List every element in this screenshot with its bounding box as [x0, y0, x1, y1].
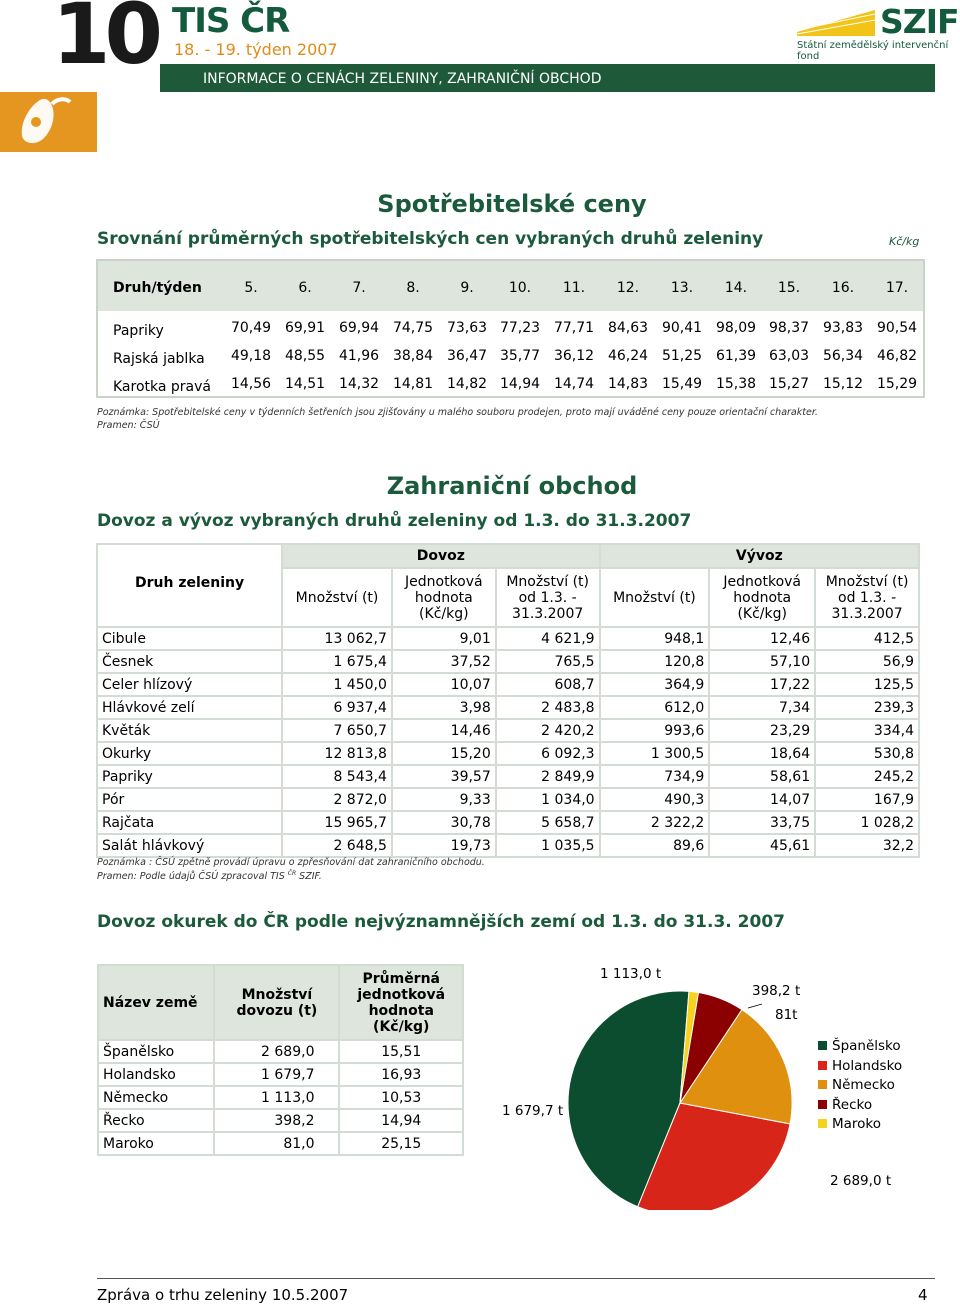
trade-cell-exp-qty: 1 300,5 [600, 742, 710, 765]
price-cell: 14,82 [446, 376, 488, 392]
szif-logo-icon [797, 8, 875, 40]
trade-cell-exp-period: 412,5 [815, 627, 919, 650]
legend-item [818, 1097, 872, 1113]
week-header: 10. [508, 280, 532, 296]
country-header: Název země [98, 965, 214, 1040]
trade-cell-imp-period: 5 658,7 [496, 811, 600, 834]
trade-cell-exp-qty: 948,1 [600, 627, 710, 650]
week-header: 16. [831, 280, 855, 296]
trade-cell-exp-qty: 490,3 [600, 788, 710, 811]
table-row [97, 696, 919, 719]
trade-source: Pramen: Podle údajů ČSÚ zpracoval TIS $^{ČR}$ SZIF. [97, 870, 322, 883]
trade-cell-exp-val: 17,22 [709, 673, 815, 696]
trade-note: Poznámka : ČSÚ zpětně provádí úpravu o zpřesňování dat zahraničního obchodu. [97, 857, 485, 868]
qty-header: Množství dovozu (t) [214, 965, 339, 1040]
pie-data-label: 1 113,0 t [600, 966, 662, 982]
unit-label: Kč/kg [889, 235, 920, 248]
export-qty-header: Množství (t) [600, 568, 710, 627]
import-header: Dovoz [282, 544, 599, 568]
price-cell: 93,83 [822, 320, 864, 336]
legend-label: Řecko [832, 1096, 873, 1113]
import-period-header: Množství (t) od 1.3. - 31.3.2007 [496, 568, 600, 627]
pie-data-label: 2 689,0 t [830, 1173, 892, 1189]
price-cell: 69,91 [284, 320, 326, 336]
price-cell: 77,23 [499, 320, 541, 336]
trade-cell-exp-period: 32,2 [815, 834, 919, 857]
trade-cell-exp-val: 57,10 [709, 650, 815, 673]
trade-cell-exp-qty: 2 322,2 [600, 811, 710, 834]
price-cell: 46,82 [876, 348, 918, 364]
trade-cell-imp-qty: 12 813,8 [282, 742, 392, 765]
week-header: 9. [460, 280, 474, 296]
price-cell: 46,24 [607, 348, 649, 364]
cucumber-qty: 398,2 [214, 1109, 339, 1132]
price-cell: 56,34 [822, 348, 864, 364]
price-cell: 90,41 [661, 320, 703, 336]
legend-item [818, 1038, 901, 1054]
legend-item [818, 1116, 881, 1132]
price-cell: 14,56 [230, 376, 272, 392]
vegetable-name: Květák [97, 719, 282, 742]
export-value-header: Jednotková hodnota (Kč/kg) [709, 568, 815, 627]
table-row [97, 834, 919, 857]
cucumber-title: Dovoz okurek do ČR podle nejvýznamnějších zemí od 1.3. do 31.3. 2007 [97, 912, 785, 932]
trade-cell-imp-val: 3,98 [392, 696, 496, 719]
vegetable-name: Cibule [97, 627, 282, 650]
trade-cell-exp-period: 530,8 [815, 742, 919, 765]
import-value-header: Jednotková hodnota (Kč/kg) [392, 568, 496, 627]
cucumber-qty: 2 689,0 [214, 1040, 339, 1063]
cucumber-value: 10,53 [339, 1086, 463, 1109]
legend-swatch [818, 1061, 827, 1070]
pie-data-label: 1 679,7 t [502, 1103, 564, 1119]
brand-title: TIS ČR [172, 1, 290, 41]
cucumber-value: 15,51 [339, 1040, 463, 1063]
trade-cell-exp-qty: 89,6 [600, 834, 710, 857]
table-row [97, 742, 919, 765]
vegetable-name: Česnek [97, 650, 282, 673]
legend-swatch [818, 1041, 827, 1050]
price-cell: 15,27 [768, 376, 810, 392]
cucumber-country: Řecko [98, 1109, 214, 1132]
price-cell: 49,18 [230, 348, 272, 364]
price-cell: 14,94 [499, 376, 541, 392]
trade-title: Zahraniční obchod [386, 472, 638, 500]
legend-label: Maroko [832, 1116, 882, 1132]
trade-cell-exp-period: 56,9 [815, 650, 919, 673]
price-cell: 14,81 [392, 376, 434, 392]
legend-swatch [818, 1119, 827, 1128]
week-header: 11. [562, 280, 586, 296]
vegetable-name: Papriky [97, 765, 282, 788]
consumer-source: Pramen: ČSÚ [97, 420, 160, 431]
consumer-note: Poznámka: Spotřebitelské ceny v týdenních šetřeních jsou zjišťovány u malého souboru prodejen, proto mají uváděné ceny pouze orientační charakter. [97, 407, 818, 418]
trade-cell-imp-qty: 1 675,4 [282, 650, 392, 673]
week-header: 14. [724, 280, 748, 296]
footer-text: Zpráva o trhu zeleniny 10.5.2007 [97, 1286, 349, 1304]
trade-cell-imp-val: 39,57 [392, 765, 496, 788]
trade-cell-exp-qty: 364,9 [600, 673, 710, 696]
trade-cell-exp-period: 125,5 [815, 673, 919, 696]
week-header: 6. [298, 280, 312, 296]
vegetable-name: Rajčata [97, 811, 282, 834]
page-number: 4 [918, 1286, 928, 1304]
trade-cell-imp-qty: 7 650,7 [282, 719, 392, 742]
trade-cell-imp-val: 37,52 [392, 650, 496, 673]
cucumber-country: Německo [98, 1086, 214, 1109]
trade-cell-imp-period: 2 483,8 [496, 696, 600, 719]
trade-cell-imp-period: 608,7 [496, 673, 600, 696]
week-label: 18. - 19. týden 2007 [174, 40, 338, 59]
table-row [97, 673, 919, 696]
cucumber-qty: 1 679,7 [214, 1063, 339, 1086]
cucumber-value: 16,93 [339, 1063, 463, 1086]
pie-data-label: 81t [775, 1007, 798, 1023]
price-cell: 41,96 [338, 348, 380, 364]
trade-cell-exp-val: 14,07 [709, 788, 815, 811]
table-row [97, 788, 919, 811]
export-header: Vývoz [600, 544, 919, 568]
trade-cell-exp-val: 58,61 [709, 765, 815, 788]
trade-cell-exp-period: 334,4 [815, 719, 919, 742]
week-header-label: Druh/týden [113, 280, 202, 296]
trade-cell-imp-val: 30,78 [392, 811, 496, 834]
trade-cell-imp-period: 765,5 [496, 650, 600, 673]
table-row [97, 719, 919, 742]
legend-label: Španělsko [832, 1038, 901, 1054]
import-qty-header: Množství (t) [282, 568, 392, 627]
trade-cell-imp-val: 9,33 [392, 788, 496, 811]
trade-subtitle: Dovoz a vývoz vybraných druhů zeleniny od 1.3. do 31.3.2007 [97, 511, 692, 531]
trade-cell-exp-val: 23,29 [709, 719, 815, 742]
trade-cell-imp-qty: 6 937,4 [282, 696, 392, 719]
footer-divider [97, 1278, 935, 1279]
price-cell: 84,63 [607, 320, 649, 336]
price-cell: 35,77 [499, 348, 541, 364]
trade-table [96, 543, 920, 858]
trade-cell-imp-val: 9,01 [392, 627, 496, 650]
vegetable-name: Pór [97, 788, 282, 811]
price-cell: 15,12 [822, 376, 864, 392]
week-header: 17. [885, 280, 909, 296]
price-cell: 14,74 [553, 376, 595, 392]
vegetable-name: Karotka pravá [113, 379, 211, 395]
price-cell: 36,12 [553, 348, 595, 364]
trade-cell-imp-qty: 13 062,7 [282, 627, 392, 650]
week-header: 15. [777, 280, 801, 296]
legend-item [818, 1077, 895, 1093]
price-cell: 14,51 [284, 376, 326, 392]
pie-leader-line [748, 1004, 762, 1008]
cucumber-country: Španělsko [98, 1040, 214, 1063]
week-header: 12. [616, 280, 640, 296]
table-row [98, 1063, 463, 1086]
trade-cell-imp-period: 1 035,5 [496, 834, 600, 857]
value-header: Průměrná jednotková hodnota (Kč/kg) [339, 965, 463, 1040]
pepper-logo-icon [0, 92, 97, 152]
table-row [98, 1132, 463, 1155]
trade-cell-exp-val: 45,61 [709, 834, 815, 857]
vegetable-name: Hlávkové zelí [97, 696, 282, 719]
price-cell: 70,49 [230, 320, 272, 336]
price-cell: 61,39 [715, 348, 757, 364]
trade-cell-imp-period: 1 034,0 [496, 788, 600, 811]
trade-cell-exp-period: 245,2 [815, 765, 919, 788]
table-row [98, 1109, 463, 1132]
week-header: 7. [352, 280, 366, 296]
week-header: 5. [244, 280, 258, 296]
price-cell: 48,55 [284, 348, 326, 364]
trade-cell-imp-period: 6 092,3 [496, 742, 600, 765]
cucumber-country: Maroko [98, 1132, 214, 1155]
legend-label: Holandsko [832, 1057, 903, 1074]
trade-cell-imp-val: 10,07 [392, 673, 496, 696]
trade-cell-imp-qty: 15 965,7 [282, 811, 392, 834]
vegetable-name: Papriky [113, 323, 164, 339]
consumer-subtitle: Srovnání průměrných spotřebitelských cen vybraných druhů zeleniny [97, 229, 764, 249]
legend-label: Německo [832, 1077, 895, 1093]
price-cell: 63,03 [768, 348, 810, 364]
table-row [97, 650, 919, 673]
cucumber-qty: 81,0 [214, 1132, 339, 1155]
trade-cell-imp-qty: 1 450,0 [282, 673, 392, 696]
trade-cell-exp-val: 7,34 [709, 696, 815, 719]
cucumber-country: Holandsko [98, 1063, 214, 1086]
trade-cell-exp-period: 167,9 [815, 788, 919, 811]
szif-logo-subtitle: Státní zemědělský intervenční fond [797, 40, 949, 62]
table-row [97, 765, 919, 788]
trade-cell-exp-qty: 612,0 [600, 696, 710, 719]
consumer-title: Spotřebitelské ceny [377, 190, 647, 218]
cucumber-table [97, 964, 464, 1156]
trade-cell-exp-val: 18,64 [709, 742, 815, 765]
trade-cell-imp-val: 19,73 [392, 834, 496, 857]
price-cell: 36,47 [446, 348, 488, 364]
trade-cell-imp-val: 14,46 [392, 719, 496, 742]
vegetable-name: Celer hlízový [97, 673, 282, 696]
szif-logo-text: SZIF [880, 2, 959, 41]
trade-cell-exp-qty: 993,6 [600, 719, 710, 742]
price-cell: 51,25 [661, 348, 703, 364]
price-cell: 69,94 [338, 320, 380, 336]
price-cell: 15,29 [876, 376, 918, 392]
legend-swatch [818, 1100, 827, 1109]
cucumber-value: 14,94 [339, 1109, 463, 1132]
price-cell: 73,63 [446, 320, 488, 336]
price-cell: 90,54 [876, 320, 918, 336]
cucumber-value: 25,15 [339, 1132, 463, 1155]
trade-cell-imp-val: 15,20 [392, 742, 496, 765]
vegetable-name: Rajská jablka [113, 351, 205, 367]
price-cell: 38,84 [392, 348, 434, 364]
trade-cell-imp-qty: 2 872,0 [282, 788, 392, 811]
price-cell: 98,09 [715, 320, 757, 336]
trade-cell-exp-val: 12,46 [709, 627, 815, 650]
export-period-header: Množství (t) od 1.3. - 31.3.2007 [815, 568, 919, 627]
trade-cell-exp-period: 1 028,2 [815, 811, 919, 834]
trade-cell-exp-period: 239,3 [815, 696, 919, 719]
trade-cell-exp-val: 33,75 [709, 811, 815, 834]
price-cell: 14,32 [338, 376, 380, 392]
issue-number: 10 [52, 0, 157, 83]
table-row [98, 1040, 463, 1063]
table-row [97, 627, 919, 650]
trade-cell-imp-period: 2 420,2 [496, 719, 600, 742]
cucumber-qty: 1 113,0 [214, 1086, 339, 1109]
table-row [98, 1086, 463, 1109]
price-cell: 15,38 [715, 376, 757, 392]
price-cell: 98,37 [768, 320, 810, 336]
trade-cell-imp-qty: 8 543,4 [282, 765, 392, 788]
week-header: 8. [406, 280, 420, 296]
week-header: 13. [670, 280, 694, 296]
trade-cell-imp-period: 2 849,9 [496, 765, 600, 788]
vegetable-name: Okurky [97, 742, 282, 765]
legend-swatch [818, 1080, 827, 1089]
price-cell: 74,75 [392, 320, 434, 336]
legend-item [818, 1058, 902, 1074]
price-cell: 14,83 [607, 376, 649, 392]
price-cell: 15,49 [661, 376, 703, 392]
trade-cell-imp-period: 4 621,9 [496, 627, 600, 650]
header-band-title: INFORMACE O CENÁCH ZELENINY, ZAHRANIČNÍ OBCHOD [203, 71, 602, 87]
col-name-header: Druh zeleniny [97, 544, 282, 627]
price-cell: 77,71 [553, 320, 595, 336]
vegetable-name: Salát hlávkový [97, 834, 282, 857]
pie-data-label: 398,2 t [752, 983, 801, 999]
trade-cell-exp-qty: 734,9 [600, 765, 710, 788]
trade-cell-imp-qty: 2 648,5 [282, 834, 392, 857]
table-row [97, 811, 919, 834]
trade-cell-exp-qty: 120,8 [600, 650, 710, 673]
